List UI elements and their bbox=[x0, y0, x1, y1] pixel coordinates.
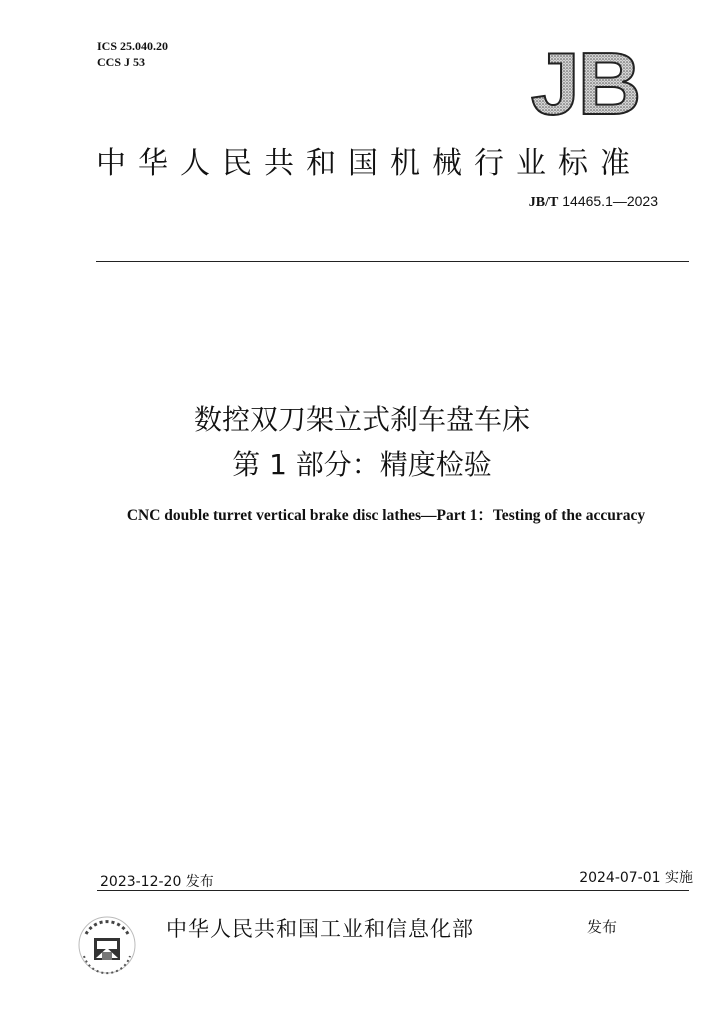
standard-number bbox=[529, 193, 658, 211]
issuer-name: 中华人民共和国工业和信息化部 bbox=[166, 917, 474, 941]
classification-codes bbox=[97, 38, 168, 70]
bottom-rule bbox=[97, 890, 689, 891]
header-title: 中华人民共和国机械行业标准 bbox=[96, 146, 642, 181]
english-title: CNC double turret vertical brake disc lathes—Part 1：Testing of the accuracy bbox=[126, 507, 646, 524]
ccs-code: CCS J 53 bbox=[97, 55, 146, 69]
jb-logo-text: JB bbox=[530, 40, 640, 118]
issue-date: 2023-12-20 发布 bbox=[100, 874, 214, 890]
title-line-1: 数控双刀架立式刹车盘车床 bbox=[193, 403, 530, 436]
title-line-2: 第 1 部分：精度检验 bbox=[232, 448, 492, 481]
issuer-suffix: 发布 bbox=[587, 918, 618, 936]
ministry-seal-icon bbox=[72, 912, 142, 978]
ics-code: ICS 25.040.20 bbox=[97, 39, 169, 53]
top-rule bbox=[96, 261, 689, 262]
standard-prefix: JB/T bbox=[528, 195, 559, 210]
implement-date: 2024-07-01 实施 bbox=[579, 870, 693, 886]
standard-code: 14465.1—2023 bbox=[558, 193, 658, 209]
jb-logo bbox=[512, 40, 658, 118]
